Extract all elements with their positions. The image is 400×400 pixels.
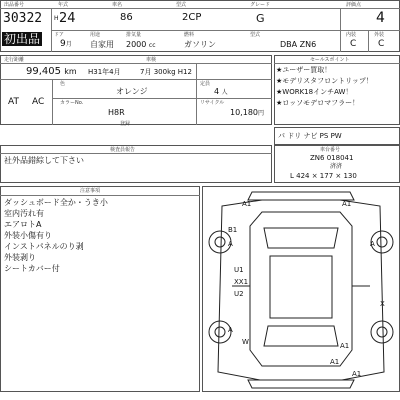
car-name-label: 車名: [112, 2, 123, 8]
weight-note: 7月 300kg H12: [140, 68, 192, 76]
grade-label: グレード: [250, 2, 271, 8]
recycle-value: 10,180円: [230, 108, 265, 117]
mileage-value: 99,405 km: [26, 66, 77, 77]
damage-mark-b1: B1: [228, 226, 238, 234]
fuel-label: 燃料: [184, 32, 195, 38]
chassis-sub: 済済: [330, 163, 343, 170]
capacity-label: 定員: [200, 81, 211, 87]
era-mark: H: [54, 15, 59, 22]
sales-point-2: ★モデリスタフロントリップ！: [276, 77, 373, 85]
damage-mark-a1-rear-3: A1: [352, 370, 362, 378]
lot-number: 30322: [3, 11, 43, 26]
damage-mark-a-left: A: [228, 240, 233, 248]
exterior-label: 外装: [374, 32, 385, 38]
doors-label: ドア: [54, 32, 64, 38]
damage-mark-a1-front-right: A1: [342, 200, 352, 208]
inspection-value: H31年4月: [88, 68, 121, 76]
sales-point-label: セールスポイント: [310, 57, 350, 63]
displacement-value: 2000 cc: [126, 40, 156, 49]
report-item-4: 外装小傷有り: [4, 231, 52, 240]
month-value: 9月: [60, 39, 72, 49]
exterior-value: C: [378, 39, 385, 49]
dims-value: L 424 × 177 × 130: [290, 172, 357, 180]
report-item-2: 室内汚れ有: [4, 209, 44, 218]
damage-mark-x: X: [380, 300, 385, 308]
damage-mark-a-rear-left: A: [228, 326, 233, 334]
interior-value: C: [350, 39, 357, 49]
color-value: オレンジ: [116, 87, 148, 96]
shift-value: AT: [8, 97, 19, 107]
recycle-label: リサイクル: [200, 100, 225, 106]
damage-mark-u2: U2: [234, 290, 244, 298]
damage-mark-xx1: XX1: [234, 278, 249, 286]
interior-label: 内装: [346, 32, 357, 38]
notes-label: 検査員報告: [110, 147, 136, 153]
year-label: 年式: [58, 2, 69, 8]
chassis-number: ZN6 018041: [310, 154, 354, 162]
year-value: 24: [59, 11, 76, 26]
car-diagram: [202, 186, 400, 392]
inspection-label: 車検: [146, 57, 157, 63]
sales-point-1: ★ユーザー買取！: [276, 66, 332, 74]
score-value: 4: [376, 10, 385, 26]
damage-mark-a1-rear-2: A1: [330, 358, 340, 366]
first-listing-badge: 初出品: [4, 32, 41, 46]
report-label: 注意事項: [80, 188, 101, 194]
chassis-label: 車台番号: [320, 147, 341, 153]
damage-mark-a1-front: A1: [242, 200, 252, 208]
class-label: 用途: [90, 32, 101, 38]
sales-point-4: ★ロッソモデロマフラー！: [276, 99, 360, 107]
car-name-value: 86: [120, 12, 133, 23]
color-no-label: カラーNo.: [60, 100, 84, 106]
displacement-label: 排気量: [126, 32, 142, 38]
damage-mark-u1: U1: [234, 266, 244, 274]
report-item-7: シートカバー付: [4, 264, 60, 273]
model-code-value: DBA ZN6: [280, 40, 317, 49]
model-label: 型式: [176, 2, 187, 8]
report-item-3: エアロトA: [4, 220, 42, 229]
color-no-value: H8R: [108, 108, 125, 117]
use-value: 自家用: [90, 40, 114, 49]
model-value: 2CP: [182, 12, 202, 23]
report-item-6: 外装剥り: [4, 253, 36, 262]
report-item-5: インストパネルのり剥: [4, 242, 84, 251]
damage-mark-a-right: A: [370, 240, 375, 248]
grade-value: G: [256, 12, 265, 25]
lot-no-label: 出品番号: [4, 2, 25, 8]
color-label: 色: [60, 81, 66, 87]
model-code-label: 型式: [250, 32, 261, 38]
equipment-value: パ ドリ ナビ PS PW: [278, 132, 342, 140]
mileage-label: 走行距離: [4, 57, 25, 63]
damage-mark-w: W: [242, 338, 249, 346]
capacity-value: 4 人: [214, 87, 228, 96]
fuel-value: ガソリン: [184, 40, 216, 49]
notes-text: 社外品錯綜して下さい: [4, 156, 84, 165]
sales-point-3: ★WORK18インチAW！: [276, 88, 353, 96]
score-label: 評価点: [346, 2, 362, 8]
damage-mark-a1-rear: A1: [340, 342, 350, 350]
aircon-value: AC: [32, 97, 45, 107]
report-item-1: ダッシュボード全か・うき小: [4, 198, 108, 207]
reg-note: 登録: [120, 121, 131, 127]
